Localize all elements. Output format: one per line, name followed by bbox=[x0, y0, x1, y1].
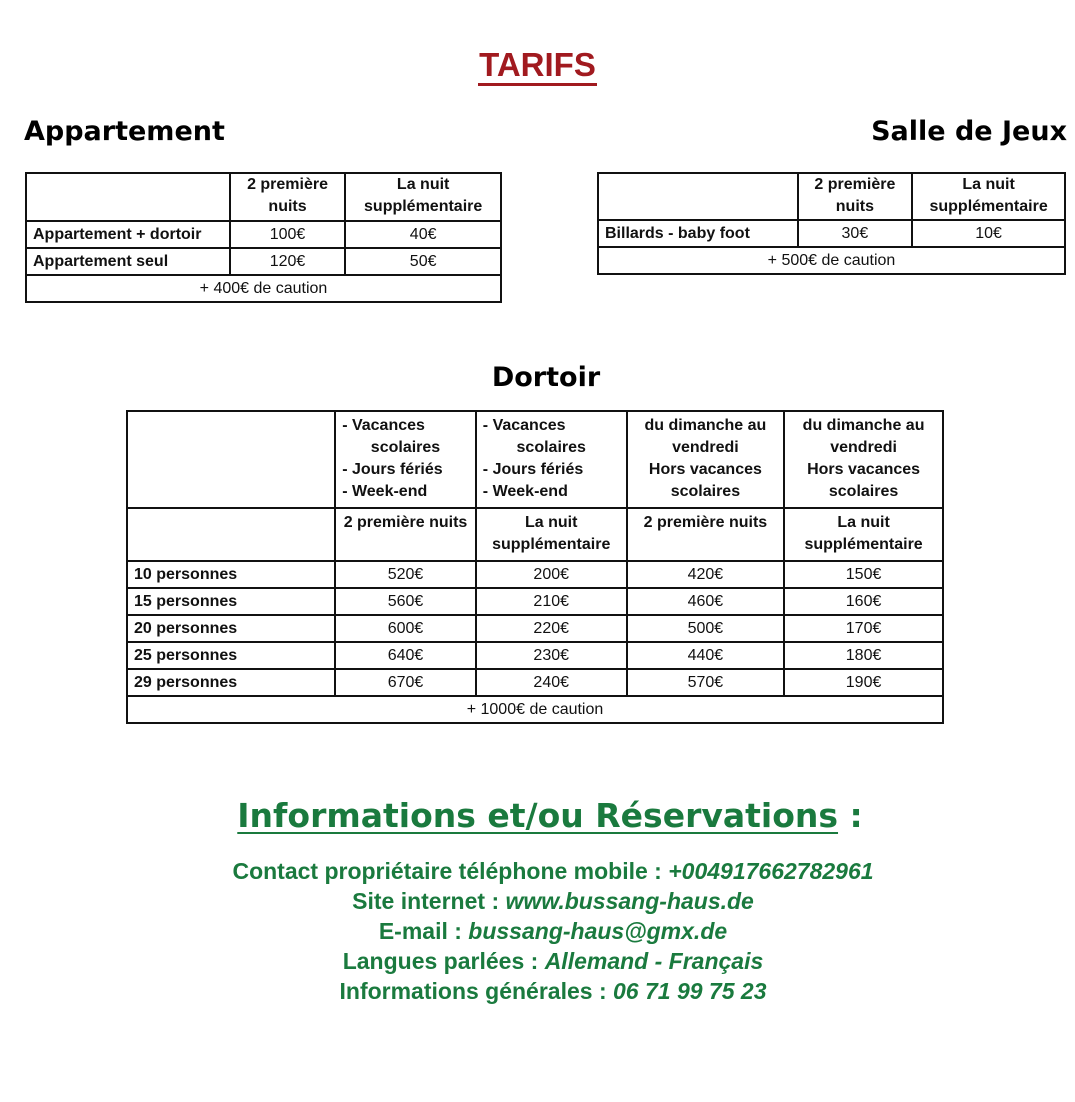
price-cell: 240€ bbox=[476, 669, 627, 696]
table-row bbox=[127, 615, 943, 642]
period-header-row bbox=[127, 411, 943, 508]
header-cell: 2 première nuits bbox=[230, 173, 346, 221]
period-line: du dimanche au bbox=[644, 417, 767, 434]
table-row bbox=[598, 220, 1065, 247]
row-label: 25 personnes bbox=[127, 642, 335, 669]
info-value: 06 71 99 75 23 bbox=[613, 978, 767, 1004]
email-link[interactable]: bussang-haus@gmx.de bbox=[468, 918, 728, 944]
period-header-cell bbox=[784, 411, 943, 508]
contact-line-website bbox=[0, 886, 1075, 916]
table-header-row bbox=[127, 508, 943, 561]
period-line: du dimanche au bbox=[802, 417, 925, 434]
info-heading-suffix: : bbox=[838, 796, 863, 835]
table-header-row bbox=[26, 173, 501, 221]
empty-header-cell bbox=[127, 508, 335, 561]
price-cell: 600€ bbox=[335, 615, 476, 642]
page-title: TARIFS bbox=[0, 46, 1075, 84]
price-cell: 150€ bbox=[784, 561, 943, 588]
period-line: scolaires bbox=[370, 439, 441, 456]
table-row bbox=[26, 221, 501, 248]
empty-header-cell bbox=[598, 173, 798, 220]
info-heading-text: Informations et/ou Réservations bbox=[237, 796, 839, 835]
period-line: vendredi bbox=[672, 439, 739, 456]
period-line: - Week-end bbox=[482, 483, 568, 500]
info-value: Allemand - Français bbox=[544, 948, 764, 974]
header-cell: La nuit supplémentaire bbox=[784, 508, 943, 561]
row-label: Appartement seul bbox=[26, 248, 230, 275]
caution-note: + 1000€ de caution bbox=[127, 696, 943, 723]
salle-table bbox=[597, 172, 1066, 275]
period-line: Hors vacances bbox=[648, 461, 762, 478]
header-cell: 2 première nuits bbox=[335, 508, 476, 561]
price-cell: 220€ bbox=[476, 615, 627, 642]
table-footer-row bbox=[598, 247, 1065, 274]
period-line: scolaires bbox=[516, 439, 586, 456]
price-cell: 520€ bbox=[335, 561, 476, 588]
info-label: Informations générales : bbox=[339, 978, 614, 1004]
price-cell: 560€ bbox=[335, 588, 476, 615]
appartement-heading: Appartement bbox=[24, 116, 225, 147]
period-header-cell bbox=[335, 411, 476, 508]
caution-note: + 400€ de caution bbox=[26, 275, 501, 302]
price-cell: 640€ bbox=[335, 642, 476, 669]
price-cell: 200€ bbox=[476, 561, 627, 588]
header-cell: 2 première nuits bbox=[627, 508, 785, 561]
row-label: 15 personnes bbox=[127, 588, 335, 615]
contact-line-languages bbox=[0, 946, 1075, 976]
empty-header-cell bbox=[26, 173, 230, 221]
appartement-table bbox=[25, 172, 502, 303]
table-footer-row bbox=[127, 696, 943, 723]
table-row bbox=[26, 248, 501, 275]
price-cell: 100€ bbox=[230, 221, 346, 248]
salle-heading: Salle de Jeux bbox=[871, 116, 1067, 147]
price-cell: 10€ bbox=[912, 220, 1065, 247]
row-label: Billards - baby foot bbox=[598, 220, 798, 247]
price-cell: 180€ bbox=[784, 642, 943, 669]
header-cell: La nuit supplémentaire bbox=[476, 508, 627, 561]
period-header-cell bbox=[476, 411, 627, 508]
period-line: - Vacances bbox=[482, 417, 566, 434]
period-line: scolaires bbox=[828, 483, 899, 500]
price-cell: 420€ bbox=[627, 561, 785, 588]
contact-line-general bbox=[0, 976, 1075, 1006]
price-cell: 460€ bbox=[627, 588, 785, 615]
header-cell: La nuit supplémentaire bbox=[345, 173, 501, 221]
website-link[interactable]: www.bussang-haus.de bbox=[505, 888, 754, 914]
row-label: Appartement + dortoir bbox=[26, 221, 230, 248]
table-row bbox=[127, 642, 943, 669]
period-line: - Vacances bbox=[342, 417, 425, 434]
empty-header-cell bbox=[127, 411, 335, 508]
header-cell: 2 première nuits bbox=[798, 173, 913, 220]
price-cell: 500€ bbox=[627, 615, 785, 642]
dortoir-table bbox=[126, 410, 944, 724]
info-label: Langues parlées : bbox=[342, 948, 545, 974]
price-cell: 190€ bbox=[784, 669, 943, 696]
table-footer-row bbox=[26, 275, 501, 302]
price-cell: 170€ bbox=[784, 615, 943, 642]
table-header-row bbox=[598, 173, 1065, 220]
contact-info bbox=[0, 856, 1075, 1006]
period-line: vendredi bbox=[830, 439, 897, 456]
info-label: E-mail : bbox=[378, 918, 469, 944]
price-cell: 570€ bbox=[627, 669, 785, 696]
price-cell: 30€ bbox=[798, 220, 913, 247]
dortoir-heading: Dortoir bbox=[491, 362, 601, 393]
period-line: scolaires bbox=[670, 483, 741, 500]
contact-line-phone bbox=[0, 856, 1075, 886]
caution-note: + 500€ de caution bbox=[598, 247, 1065, 274]
row-label: 20 personnes bbox=[127, 615, 335, 642]
price-cell: 120€ bbox=[230, 248, 346, 275]
table-row bbox=[127, 669, 943, 696]
contact-line-email bbox=[0, 916, 1075, 946]
row-label: 29 personnes bbox=[127, 669, 335, 696]
price-cell: 230€ bbox=[476, 642, 627, 669]
table-row bbox=[127, 561, 943, 588]
period-line: Hors vacances bbox=[807, 461, 921, 478]
table-row bbox=[127, 588, 943, 615]
info-label: Site internet : bbox=[352, 888, 506, 914]
price-cell: 160€ bbox=[784, 588, 943, 615]
price-cell: 40€ bbox=[345, 221, 501, 248]
period-header-cell bbox=[627, 411, 785, 508]
period-line: - Week-end bbox=[342, 483, 428, 500]
period-line: - Jours fériés bbox=[482, 461, 584, 478]
header-cell: La nuit supplémentaire bbox=[912, 173, 1065, 220]
price-cell: 210€ bbox=[476, 588, 627, 615]
period-line: - Jours fériés bbox=[342, 461, 443, 478]
row-label: 10 personnes bbox=[127, 561, 335, 588]
info-heading bbox=[0, 796, 1075, 835]
price-cell: 670€ bbox=[335, 669, 476, 696]
info-value: +004917662782961 bbox=[668, 858, 874, 884]
info-label: Contact propriétaire téléphone mobile : bbox=[232, 858, 669, 884]
price-cell: 440€ bbox=[627, 642, 785, 669]
price-cell: 50€ bbox=[345, 248, 501, 275]
